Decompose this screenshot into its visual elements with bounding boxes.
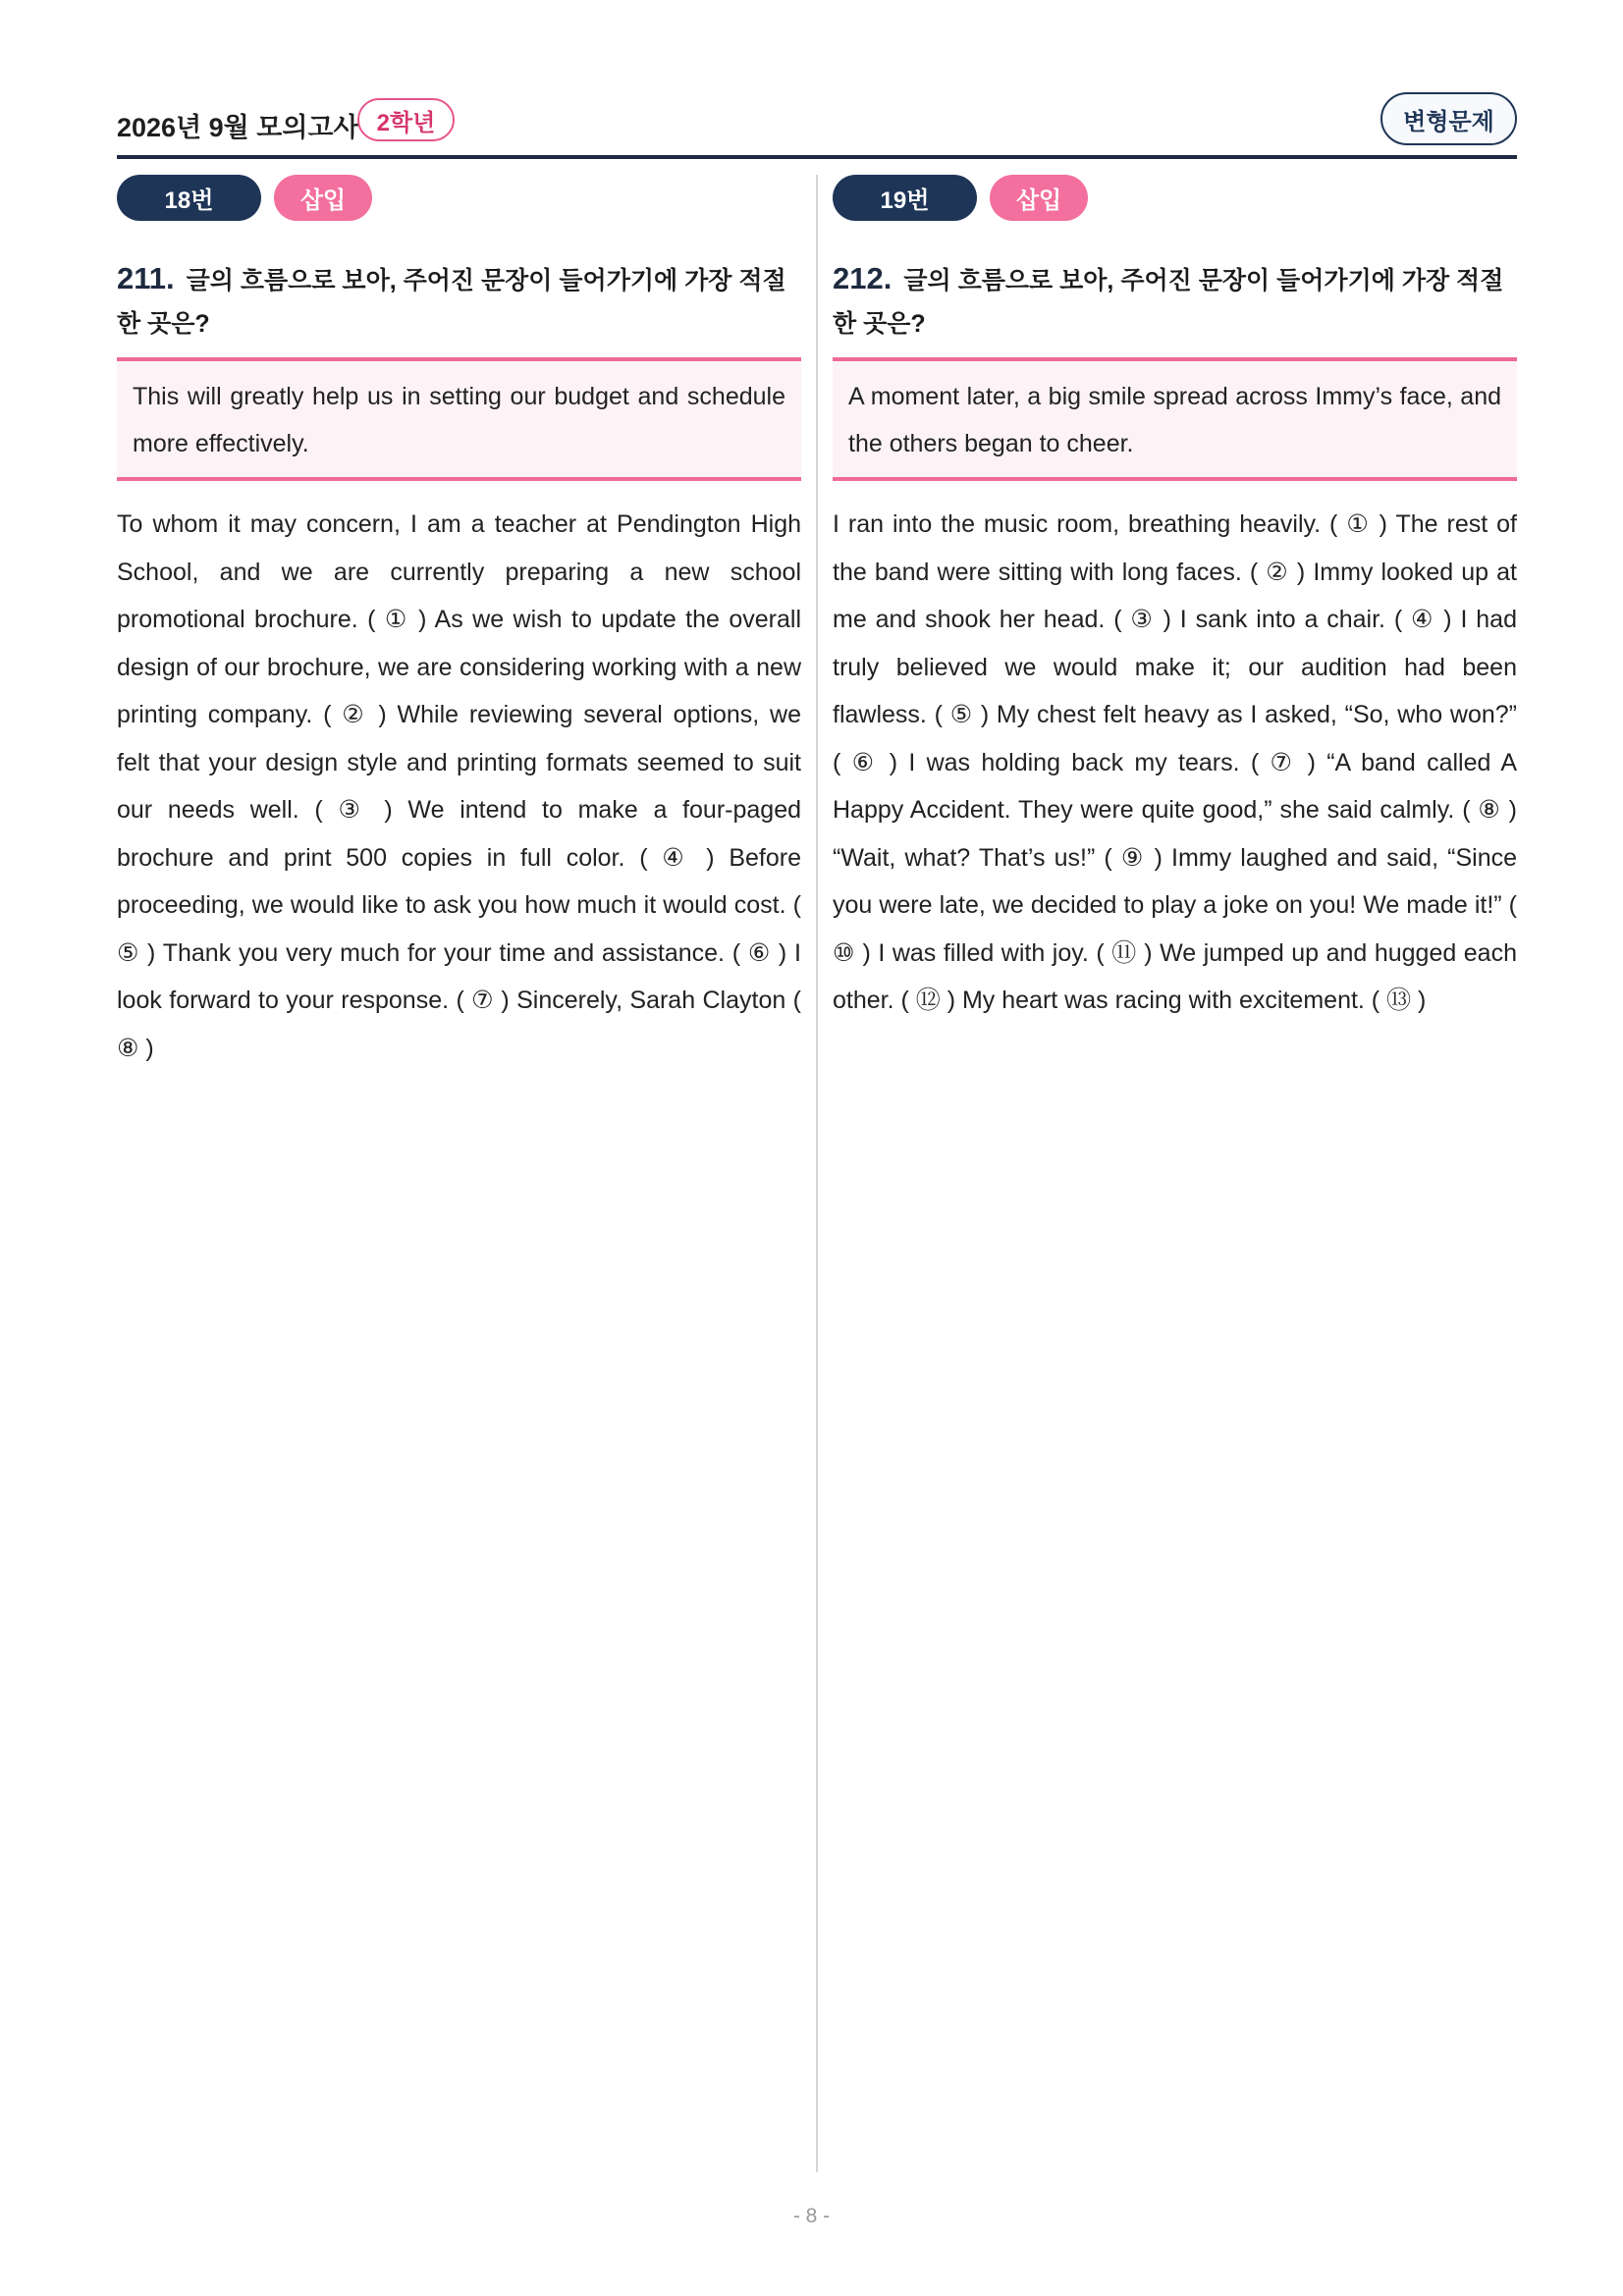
passage-text: I ran into the music room, breathing heavily. ( ① ) The rest of the band were sitting with long faces. ( ② ) Immy looked up at me and shook her head. ( ③ ) I sank into a chair. ( ④ ) I had truly believed we would make it; our audition had been flawless. ( ⑤ ) My chest felt heavy as I asked, “So, who won?” ( ⑥ ) I was holding back my tears. ( ⑦ ) “A band called A Happy Accident. They were quite good,” she said calmly. ( ⑧ ) “Wait, what? That’s us!” ( ⑨ ) Immy laughed and said, “Since you were late, we decided to play a joke on you! We made it!” ( ⑩ ) I was filled with joy. ( ⑪ ) We jumped up and hugged each other. ( ⑫ ) My heart was racing with excitement. ( ⑬ ) [833,510,1517,1014]
question-column-right [833,175,1517,1025]
given-sentence-box [117,357,801,481]
grade-badge: 2학년 [357,98,455,141]
column-divider [816,175,818,2172]
tag-row [833,175,1517,222]
exam-title: 2026년 9월 모의고사 [117,113,359,142]
question-kind-tag: 삽입 [274,175,372,221]
header-rule [117,155,1517,159]
tag-row [117,175,801,222]
given-sentence: This will greatly help us in setting our budget and schedule more effectively. [133,383,785,457]
question-kind-tag: 삽입 [990,175,1088,221]
page-number: - 8 - [792,2205,831,2227]
question-text: 글의 흐름으로 보아, 주어진 문장이 들어가기에 가장 적절한 곳은? [833,267,1504,338]
source-number-tag: 18번 [117,175,261,221]
doc-type-badge: 변형문제 [1380,92,1517,145]
question-prompt [117,257,801,346]
question-prompt [833,257,1517,346]
question-number: 211. [117,261,175,295]
given-sentence: A moment later, a big smile spread across Immy’s face, and the others began to cheer. [848,383,1501,457]
question-number: 212. [833,261,893,295]
question-text: 글의 흐름으로 보아, 주어진 문장이 들어가기에 가장 적절한 곳은? [117,267,786,338]
question-column-left [117,175,801,1072]
page-header [117,96,1517,157]
given-sentence-box [833,357,1517,481]
passage-text: To whom it may concern, I am a teacher at Pendington High School, and we are currently preparing a new school promotional brochure. ( ① ) As we wish to update the overall design of our brochure, we are considering working with a new printing company. ( ② ) While reviewing several options, we felt that your design style and printing formats seemed to suit our needs well. ( ③ ) We intend to make a four-paged brochure and print 500 copies in full color. ( ④ ) Before proceeding, we would like to ask you how much it would cost. ( ⑤ ) Thank you very much for your time and assistance. ( ⑥ ) I look forward to your response. ( ⑦ ) Sincerely, Sarah Clayton ( ⑧ ) [117,510,801,1062]
source-number-tag: 19번 [833,175,977,221]
